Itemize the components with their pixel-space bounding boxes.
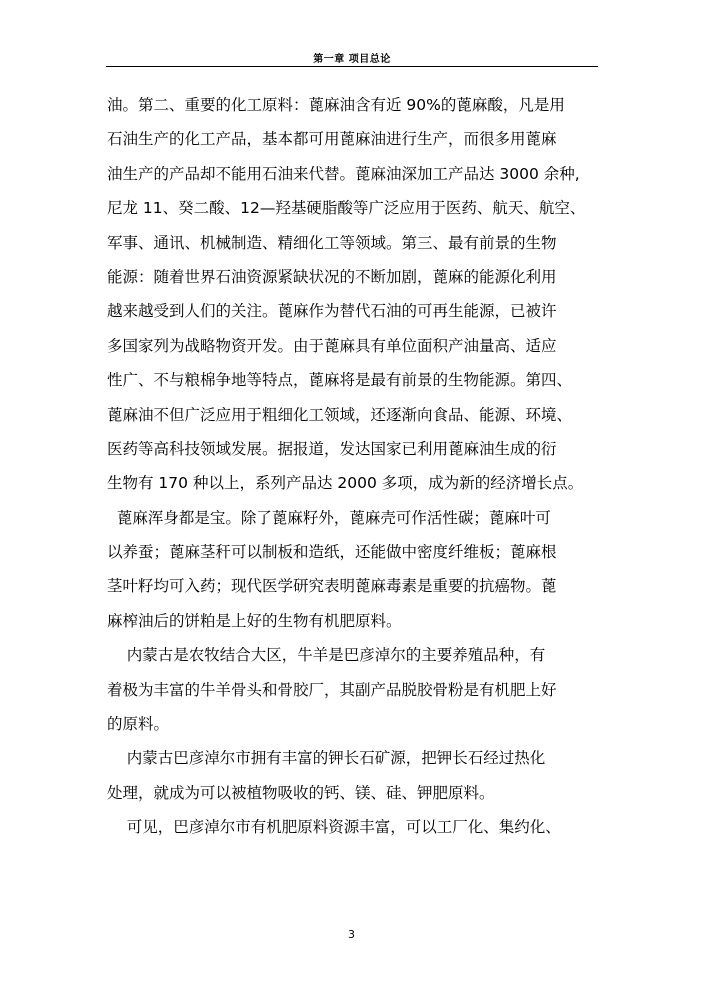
- text-line: 茎叶籽均可入药；现代医学研究表明蓖麻毒素是重要的抗癌物。蓖: [107, 577, 557, 596]
- text-line: 以养蚕；蓖麻茎秆可以制板和造纸，还能做中密度纤维板；蓖麻根: [107, 543, 557, 562]
- text-line: 处理，就成为可以被植物吸收的钙、镁、硅、钾肥原料。: [107, 783, 495, 802]
- text-line: 内蒙古是农牧结合大区，牛羊是巴彦淖尔的主要养殖品种，有: [107, 646, 546, 665]
- text-line: 多国家列为战略物资开发。由于蓖麻具有单位面积产油量高、适应: [107, 336, 557, 355]
- text-line: 着极为丰富的牛羊骨头和骨胶厂，其副产品脱胶骨粉是有机肥上好: [107, 680, 557, 699]
- text-line: 蓖麻油不但广泛应用于粗细化工领域，还逐渐向食品、能源、环境、: [107, 405, 573, 424]
- body-text: [107, 88, 599, 845]
- text-line: 可见，巴彦淖尔市有机肥原料资源丰富，可以工厂化、集约化、: [107, 818, 561, 837]
- text-line: 能源：随着世界石油资源紧缺状况的不断加剧，蓖麻的能源化利用: [107, 267, 557, 286]
- page-number: 3: [348, 928, 355, 941]
- text-line: 生物有 170 种以上，系列产品达 2000 多项，成为新的经济增长点。: [107, 474, 584, 493]
- running-header: 第一章 项目总论: [313, 54, 391, 65]
- text-line: 的原料。: [107, 715, 170, 734]
- text-line: 军事、通讯、机械制造、精细化工等领域。第三、最有前景的生物: [107, 233, 557, 252]
- text-line: 越来越受到人们的关注。蓖麻作为替代石油的可再生能源，已被许: [107, 302, 557, 321]
- text-line: 尼龙 11、癸二酸、12—羟基硬脂酸等广泛应用于医药、航天、航空、: [107, 199, 586, 218]
- text-line: 油。第二、重要的化工原料：蓖麻油含有近 90%的蓖麻酸，凡是用: [107, 96, 565, 114]
- text-line: 麻榨油后的饼粕是上好的生物有机肥原料。: [107, 611, 402, 630]
- header-rule: [106, 66, 598, 67]
- text-line: 蓖麻浑身都是宝。除了蓖麻籽外，蓖麻壳可作活性碳；蓖麻叶可: [107, 508, 551, 527]
- text-line: 性广、不与粮棉争地等特点，蓖麻将是最有前景的生物能源。第四、: [107, 371, 573, 390]
- text-line: 石油生产的化工产品，基本都可用蓖麻油进行生产，而很多用蓖麻: [107, 130, 557, 149]
- text-line: 医药等高科技领域发展。据报道，发达国家已利用蓖麻油生成的衍: [107, 439, 557, 458]
- text-line: 油生产的产品却不能用石油来代替。蓖麻油深加工产品达 3000 余种,: [107, 164, 580, 183]
- text-line: 内蒙古巴彦淖尔市拥有丰富的钾长石矿源，把钾长石经过热化: [107, 749, 546, 768]
